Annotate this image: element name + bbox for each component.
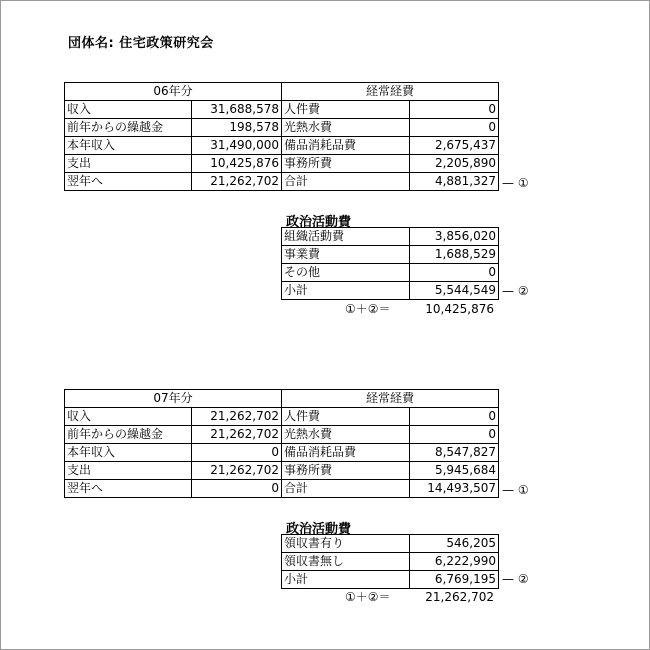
expense-value: 0 xyxy=(410,408,499,426)
expense-label: 備品消耗品費 xyxy=(282,444,410,462)
political-value: 3,856,020 xyxy=(410,228,499,246)
income-value: 0 xyxy=(192,480,282,498)
table-header-row xyxy=(65,390,499,408)
political-section-title: 政治活動費 xyxy=(286,215,352,230)
organization-title: 団体名: 住宅政策研究会 xyxy=(68,36,214,51)
expense-value: 0 xyxy=(410,119,499,137)
political-table-06 xyxy=(281,227,499,300)
grand-sum-value: 10,425,876 xyxy=(425,302,494,316)
income-label: 翌年へ xyxy=(65,480,192,498)
income-label: 収入 xyxy=(65,408,192,426)
table-row xyxy=(282,282,499,300)
political-subtotal-marker: — ② xyxy=(502,572,529,586)
table-row xyxy=(65,101,499,119)
expense-value: 4,881,327 xyxy=(410,173,499,191)
income-label: 支出 xyxy=(65,155,192,173)
expense-label: 事務所費 xyxy=(282,462,410,480)
income-value: 10,425,876 xyxy=(192,155,282,173)
income-value: 31,490,000 xyxy=(192,137,282,155)
political-value: 546,205 xyxy=(410,535,499,553)
income-value: 198,578 xyxy=(192,119,282,137)
income-value: 0 xyxy=(192,444,282,462)
expense-value: 8,547,827 xyxy=(410,444,499,462)
expense-total-marker: — ① xyxy=(502,176,529,190)
expense-label: 備品消耗品費 xyxy=(282,137,410,155)
political-value: 1,688,529 xyxy=(410,246,499,264)
table-row xyxy=(65,119,499,137)
expense-label: 人件費 xyxy=(282,101,410,119)
political-label: 領収書有り xyxy=(282,535,410,553)
political-label: その他 xyxy=(282,264,410,282)
income-value: 31,688,578 xyxy=(192,101,282,119)
income-value: 21,262,702 xyxy=(192,426,282,444)
expense-value: 14,493,507 xyxy=(410,480,499,498)
table-row xyxy=(65,173,499,191)
table-row xyxy=(282,246,499,264)
grand-sum-label: ①＋②＝ xyxy=(345,302,391,316)
expense-label: 光熱水費 xyxy=(282,426,410,444)
political-value: 6,222,990 xyxy=(410,553,499,571)
political-label: 組織活動費 xyxy=(282,228,410,246)
grand-sum-label: ①＋②＝ xyxy=(345,590,391,604)
political-label: 小計 xyxy=(282,571,410,589)
political-value: 0 xyxy=(410,264,499,282)
expense-label: 人件費 xyxy=(282,408,410,426)
expense-label: 光熱水費 xyxy=(282,119,410,137)
table-row xyxy=(65,408,499,426)
expense-header: 経常経費 xyxy=(282,83,499,101)
table-row xyxy=(65,426,499,444)
expense-value: 0 xyxy=(410,426,499,444)
political-value: 6,769,195 xyxy=(410,571,499,589)
expense-value: 2,205,890 xyxy=(410,155,499,173)
expense-value: 5,945,684 xyxy=(410,462,499,480)
income-label: 翌年へ xyxy=(65,173,192,191)
income-label: 本年収入 xyxy=(65,444,192,462)
table-row xyxy=(65,137,499,155)
income-value: 21,262,702 xyxy=(192,462,282,480)
political-section-title: 政治活動費 xyxy=(286,522,352,537)
year-header: 06年分 xyxy=(65,83,282,101)
income-value: 21,262,702 xyxy=(192,173,282,191)
table-row xyxy=(65,480,499,498)
table-row xyxy=(65,444,499,462)
expense-label: 合計 xyxy=(282,480,410,498)
expense-label: 事務所費 xyxy=(282,155,410,173)
political-label: 領収書無し xyxy=(282,553,410,571)
political-label: 事業費 xyxy=(282,246,410,264)
income-label: 収入 xyxy=(65,101,192,119)
table-header-row xyxy=(65,83,499,101)
income-value: 21,262,702 xyxy=(192,408,282,426)
summary-table-07 xyxy=(64,389,499,498)
year-header: 07年分 xyxy=(65,390,282,408)
expense-total-marker: — ① xyxy=(502,483,529,497)
income-label: 本年収入 xyxy=(65,137,192,155)
table-row xyxy=(282,264,499,282)
expense-label: 合計 xyxy=(282,173,410,191)
summary-table-06 xyxy=(64,82,499,191)
political-table-07 xyxy=(281,534,499,589)
expense-value: 2,675,437 xyxy=(410,137,499,155)
expense-header: 経常経費 xyxy=(282,390,499,408)
table-row xyxy=(282,535,499,553)
political-label: 小計 xyxy=(282,282,410,300)
table-row xyxy=(65,155,499,173)
political-subtotal-marker: — ② xyxy=(502,284,529,298)
political-value: 5,544,549 xyxy=(410,282,499,300)
grand-sum-value: 21,262,702 xyxy=(425,590,494,604)
expense-value: 0 xyxy=(410,101,499,119)
table-row xyxy=(282,571,499,589)
table-row xyxy=(65,462,499,480)
table-row xyxy=(282,228,499,246)
income-label: 前年からの繰越金 xyxy=(65,426,192,444)
income-label: 支出 xyxy=(65,462,192,480)
income-label: 前年からの繰越金 xyxy=(65,119,192,137)
table-row xyxy=(282,553,499,571)
